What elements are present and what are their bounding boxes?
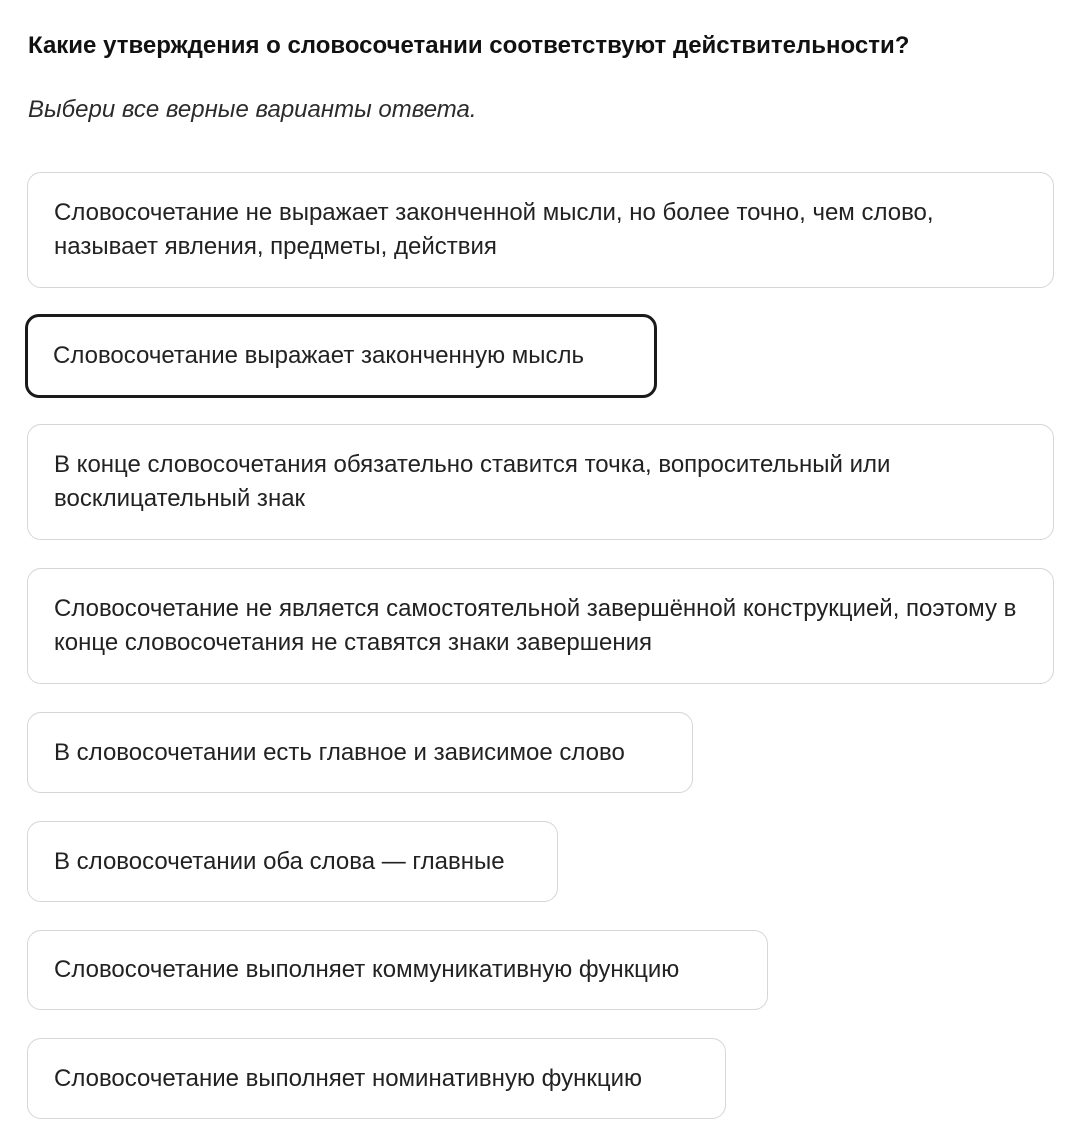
answer-option-selected[interactable] (25, 314, 657, 398)
answer-option[interactable] (27, 172, 1054, 288)
answer-option[interactable] (27, 1038, 726, 1119)
answer-option-label: В словосочетании есть главное и зависимое слово (54, 738, 625, 766)
answer-option-label: Словосочетание выражает законченную мысль (53, 342, 584, 369)
answer-option-label: В словосочетании оба слова — главные (54, 847, 505, 875)
answer-option[interactable] (27, 568, 1054, 684)
answer-option[interactable] (27, 712, 693, 793)
answer-option-label: Словосочетание выполняет номинативную функцию (54, 1064, 642, 1092)
question-title: Какие утверждения о словосочетании соответствуют действительности? (28, 32, 910, 59)
answer-option[interactable] (27, 821, 558, 902)
answer-option-label: Словосочетание выполняет коммуникативную функцию (54, 956, 680, 983)
answer-option-label: Словосочетание не выражает законченной мысли, но более точно, чем слово, называет явления, предметы, действия (54, 199, 934, 260)
answer-option[interactable] (27, 930, 768, 1010)
answer-option-label: В конце словосочетания обязательно ставится точка, вопросительный или восклицательный знак (54, 451, 891, 512)
answer-option-label: Словосочетание не является самостоятельной завершённой конструкцией, поэтому в конце словосочетания не ставятся знаки завершения (54, 595, 1017, 656)
question-hint: Выбери все верные варианты ответа. (28, 96, 477, 123)
answer-option[interactable] (27, 424, 1054, 540)
